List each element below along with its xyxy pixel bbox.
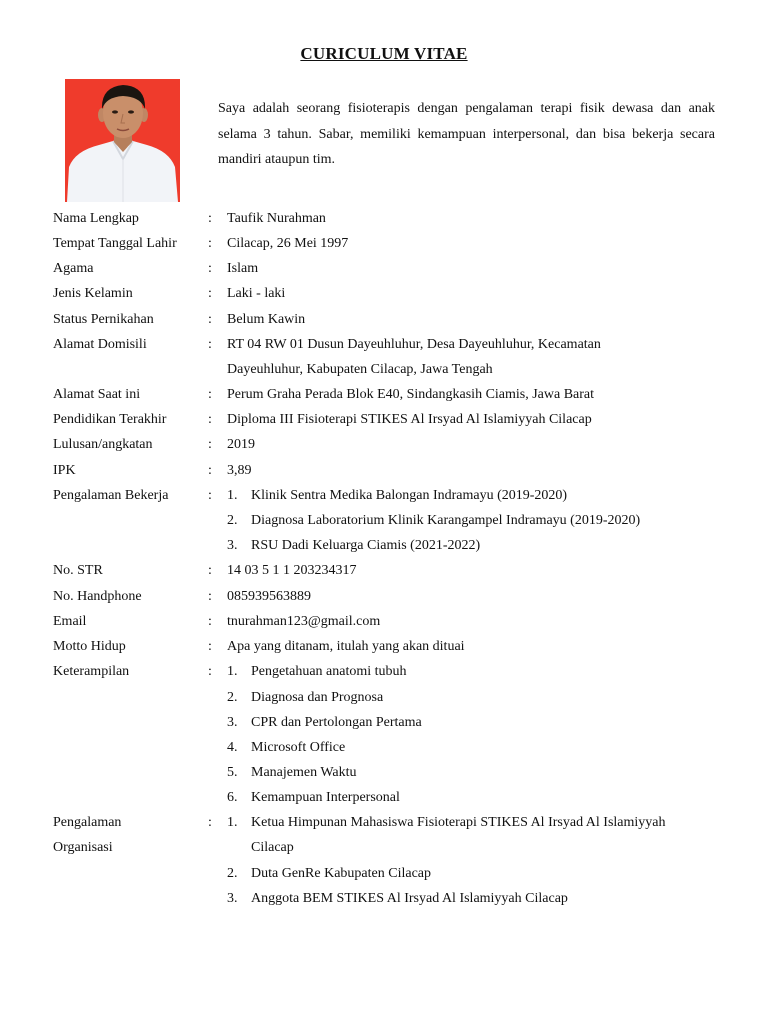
field-colon: : (208, 312, 212, 327)
field-label: Alamat Saat ini (53, 387, 141, 402)
list-number: 3. (227, 715, 238, 730)
field-lulusan-angkatan (0, 432, 768, 457)
field-value: Cilacap, 26 Mei 1997 (227, 236, 349, 251)
field-value: Dayeuhluhur, Kabupaten Cilacap, Jawa Tengah (227, 362, 493, 377)
field-colon: : (208, 614, 212, 629)
list-row (0, 735, 768, 760)
list-number: 2. (227, 866, 238, 881)
field-colon: : (208, 815, 212, 830)
field-label: No. STR (53, 563, 103, 578)
profile-summary: Saya adalah seorang fisioterapis dengan pengalaman terapi fisik dewasa dan anak selama 3 tahun. Sabar, memiliki kemampuan interpersonal, dan bisa bekerja secara mandiri ataupun tim. (218, 101, 715, 167)
field-value: 085939563889 (227, 589, 311, 604)
list-item: Diagnosa dan Prognosa (251, 690, 384, 705)
field-label: Pengalaman (53, 815, 122, 830)
field-pengalaman-bekerja (0, 483, 768, 508)
field-keterampilan (0, 659, 768, 684)
field-colon: : (208, 463, 212, 478)
field-colon: : (208, 261, 212, 276)
field-value: Diploma III Fisioterapi STIKES Al Irsyad Al Islamiyyah Cilacap (227, 412, 592, 427)
person-portrait-icon (65, 79, 180, 202)
list-row (0, 861, 768, 886)
list-row (0, 685, 768, 710)
field-value: Apa yang ditanam, itulah yang akan dituai (227, 639, 465, 654)
field-label: Nama Lengkap (53, 211, 139, 226)
cv-title: CURICULUM VITAE (300, 44, 468, 63)
field-no-handphone (0, 584, 768, 609)
field-value: Taufik Nurahman (227, 211, 326, 226)
field-label: Pendidikan Terakhir (53, 412, 167, 427)
field-colon: : (208, 286, 212, 301)
field-alamat-domisili (0, 332, 768, 357)
list-number: 1. (227, 488, 238, 503)
field-status-pernikahan (0, 307, 768, 332)
field-label: IPK (53, 463, 76, 478)
field-value: RT 04 RW 01 Dusun Dayeuhluhur, Desa Dayeuhluhur, Kecamatan (227, 337, 601, 352)
field-value: 3,89 (227, 463, 252, 478)
list-item: Ketua Himpunan Mahasiswa Fisioterapi STIKES Al Irsyad Al Islamiyyah (251, 815, 666, 830)
field-label: Tempat Tanggal Lahir (53, 236, 177, 251)
field-value: Laki - laki (227, 286, 286, 301)
list-item: CPR dan Pertolongan Pertama (251, 715, 422, 730)
field-nama-lengkap (0, 206, 768, 231)
field-colon: : (208, 211, 212, 226)
list-row (0, 760, 768, 785)
list-item: Diagnosa Laboratorium Klinik Karangampel Indramayu (2019-2020) (251, 513, 641, 528)
field-value: Perum Graha Perada Blok E40, Sindangkasih Ciamis, Jawa Barat (227, 387, 595, 402)
field-label: Lulusan/angkatan (53, 437, 153, 452)
field-pengalaman-organisasi (0, 810, 768, 835)
field-colon: : (208, 437, 212, 452)
list-number: 6. (227, 790, 238, 805)
field-colon: : (208, 563, 212, 578)
list-item: RSU Dadi Keluarga Ciamis (2021-2022) (251, 538, 481, 553)
list-item: Kemampuan Interpersonal (251, 790, 400, 805)
list-row (0, 508, 768, 533)
field-value: Belum Kawin (227, 312, 306, 327)
field-value: 2019 (227, 437, 255, 452)
list-item: Microsoft Office (251, 740, 346, 755)
list-row (0, 835, 768, 860)
list-item: Pengetahuan anatomi tubuh (251, 664, 407, 679)
field-label: Pengalaman Bekerja (53, 488, 169, 503)
field-value: tnurahman123@gmail.com (227, 614, 381, 629)
list-number: 1. (227, 815, 238, 830)
field-alamat-domisili-cont (0, 357, 768, 382)
list-row (0, 710, 768, 735)
field-label: Alamat Domisili (53, 337, 147, 352)
field-motto-hidup (0, 634, 768, 659)
field-colon: : (208, 337, 212, 352)
list-item: Anggota BEM STIKES Al Irsyad Al Islamiyyah Cilacap (251, 891, 568, 906)
field-colon: : (208, 639, 212, 654)
list-item: Klinik Sentra Medika Balongan Indramayu (2019-2020) (251, 488, 568, 503)
field-label: Keterampilan (53, 664, 130, 679)
field-label: Agama (53, 261, 94, 276)
field-pendidikan-terakhir (0, 407, 768, 432)
field-label: Status Pernikahan (53, 312, 154, 327)
field-jenis-kelamin (0, 281, 768, 306)
field-colon: : (208, 664, 212, 679)
field-no-str (0, 558, 768, 583)
field-value: Islam (227, 261, 259, 276)
field-ipk (0, 458, 768, 483)
list-number: 4. (227, 740, 238, 755)
field-colon: : (208, 236, 212, 251)
field-label: Email (53, 614, 87, 629)
list-row (0, 533, 768, 558)
list-number: 3. (227, 538, 238, 553)
profile-photo (65, 79, 180, 202)
list-row (0, 785, 768, 810)
field-email (0, 609, 768, 634)
list-row (0, 886, 768, 911)
list-number: 2. (227, 513, 238, 528)
field-colon: : (208, 589, 212, 604)
field-label: Jenis Kelamin (53, 286, 133, 301)
field-label: Organisasi (53, 840, 113, 855)
list-number: 2. (227, 690, 238, 705)
field-agama (0, 256, 768, 281)
field-label: Motto Hidup (53, 639, 126, 654)
field-value: 14 03 5 1 1 203234317 (227, 563, 357, 578)
list-number: 1. (227, 664, 238, 679)
field-colon: : (208, 387, 212, 402)
field-alamat-saat-ini (0, 382, 768, 407)
field-label: No. Handphone (53, 589, 142, 604)
field-colon: : (208, 488, 212, 503)
list-number: 3. (227, 891, 238, 906)
list-item: Manajemen Waktu (251, 765, 357, 780)
list-item: Duta GenRe Kabupaten Cilacap (251, 866, 431, 881)
list-item-cont: Cilacap (251, 840, 294, 855)
field-colon: : (208, 412, 212, 427)
list-number: 5. (227, 765, 238, 780)
field-tempat-tanggal-lahir (0, 231, 768, 256)
